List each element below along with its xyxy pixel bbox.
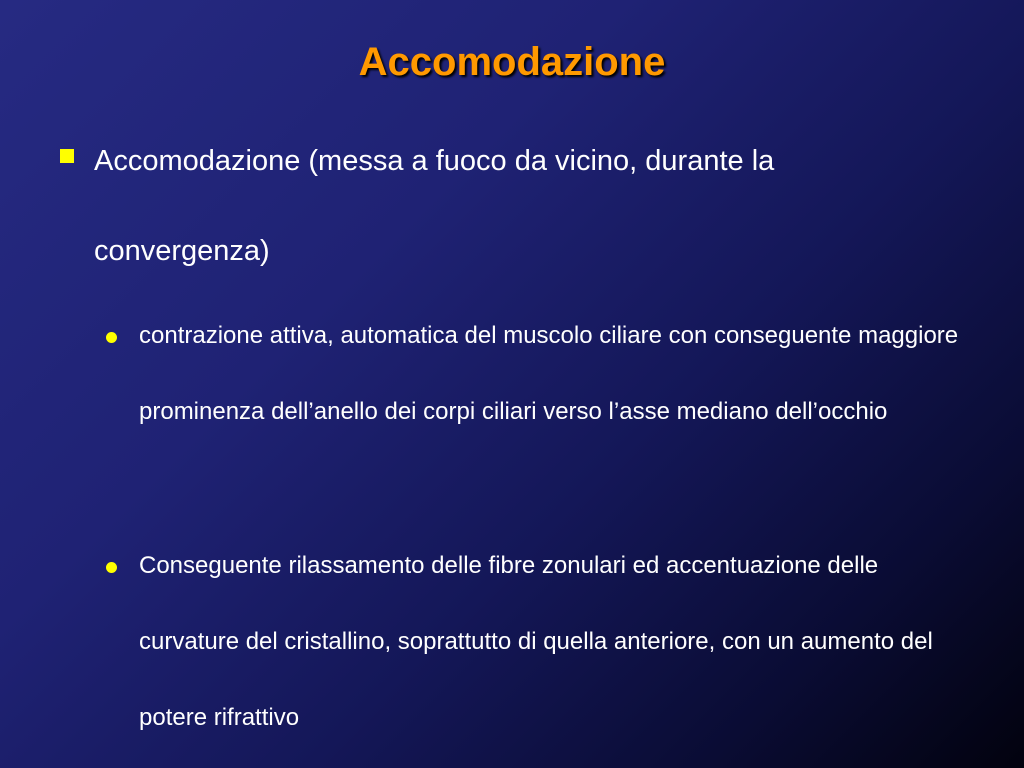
bullet-text: Accomodazione (messa a fuoco da vicino, durante la convergenza)	[94, 145, 775, 267]
sub-bullet-text: contrazione attiva, automatica del muscolo ciliare con conseguente maggiore prominenza dell’anello dei corpi ciliari verso l’asse mediano dell’occhio	[139, 322, 959, 425]
square-bullet-icon	[60, 149, 74, 163]
round-bullet-icon	[106, 332, 117, 343]
slide-title: Accomodazione	[358, 40, 666, 84]
sub-bullet-text: Conseguente rilassamento delle fibre zonulari ed accentuazione delle curvature del cristallino, soprattutto di quella anteriore, con un aumento del potere rifrattivo	[139, 552, 933, 731]
round-bullet-icon	[106, 562, 117, 573]
